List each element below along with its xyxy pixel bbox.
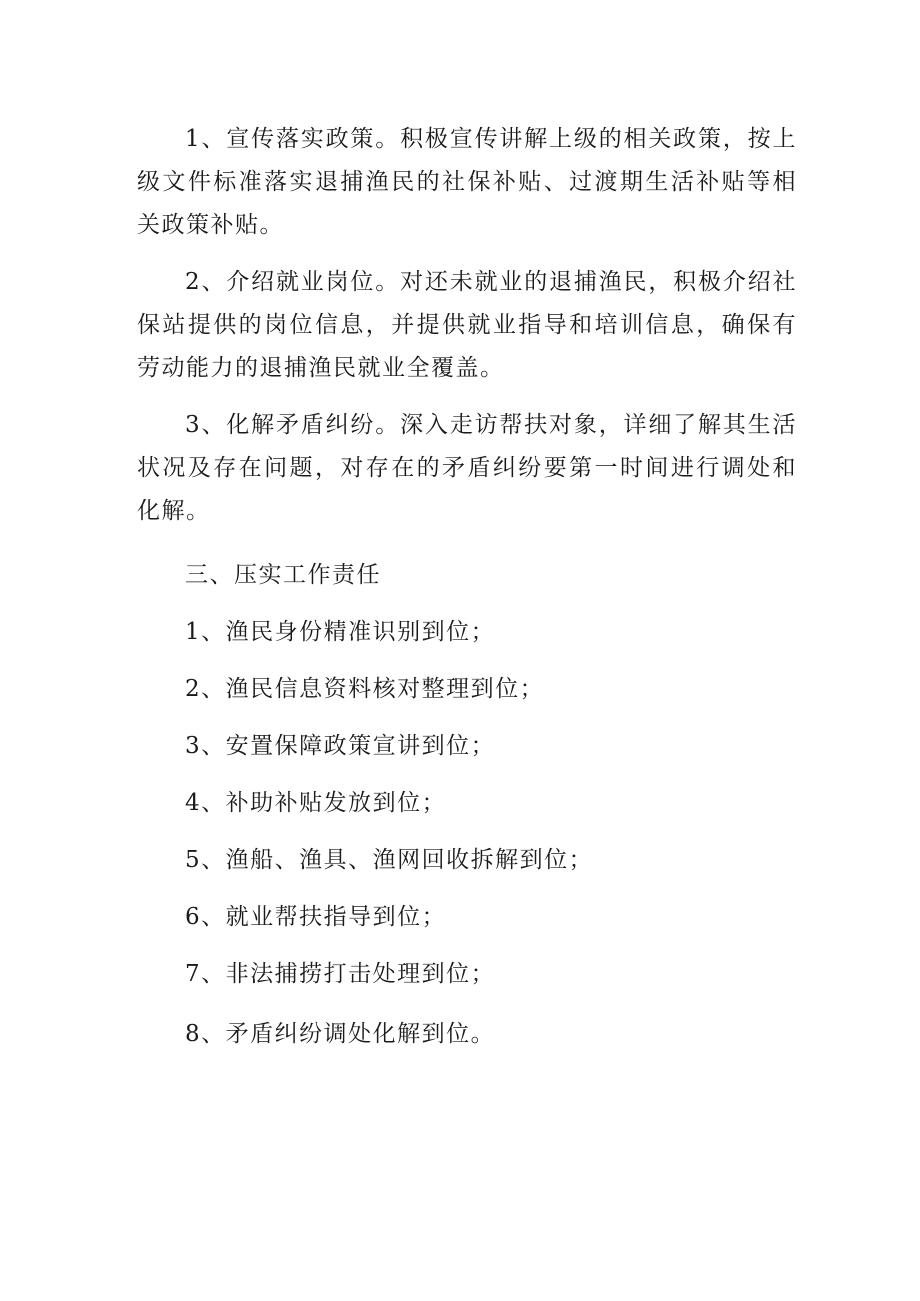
list-item: 5、渔船、渔具、渔网回收拆解到位； <box>185 847 594 873</box>
section-heading: 三、压实工作责任 <box>185 562 381 588</box>
paragraph-disputes: 3、化解矛盾纠纷。深入走访帮扶对象，详细了解其生活状况及存在问题，对存在的矛盾纠纷要第一时间进行调处和化解。 <box>137 412 797 524</box>
paragraph-policy: 1、宣传落实政策。积极宣传讲解上级的相关政策，按上级文件标准落实退捕渔民的社保补贴、过渡期生活补贴等相关政策补贴。 <box>137 126 797 238</box>
list-item: 8、矛盾纠纷调处化解到位。 <box>185 1021 496 1047</box>
list-item: 2、渔民信息资料核对整理到位； <box>185 676 545 702</box>
list-item: 3、安置保障政策宣讲到位； <box>185 733 496 759</box>
paragraph-employment: 2、介绍就业岗位。对还未就业的退捕渔民，积极介绍社保站提供的岗位信息，并提供就业指导和培训信息，确保有劳动能力的退捕渔民就业全覆盖。 <box>137 269 797 381</box>
list-item: 1、渔民身份精准识别到位； <box>185 619 496 645</box>
list-item: 6、就业帮扶指导到位； <box>185 904 447 930</box>
list-item: 4、补助补贴发放到位； <box>185 790 447 816</box>
list-item: 7、非法捕捞打击处理到位； <box>185 961 496 987</box>
document-body <box>137 118 797 1065</box>
